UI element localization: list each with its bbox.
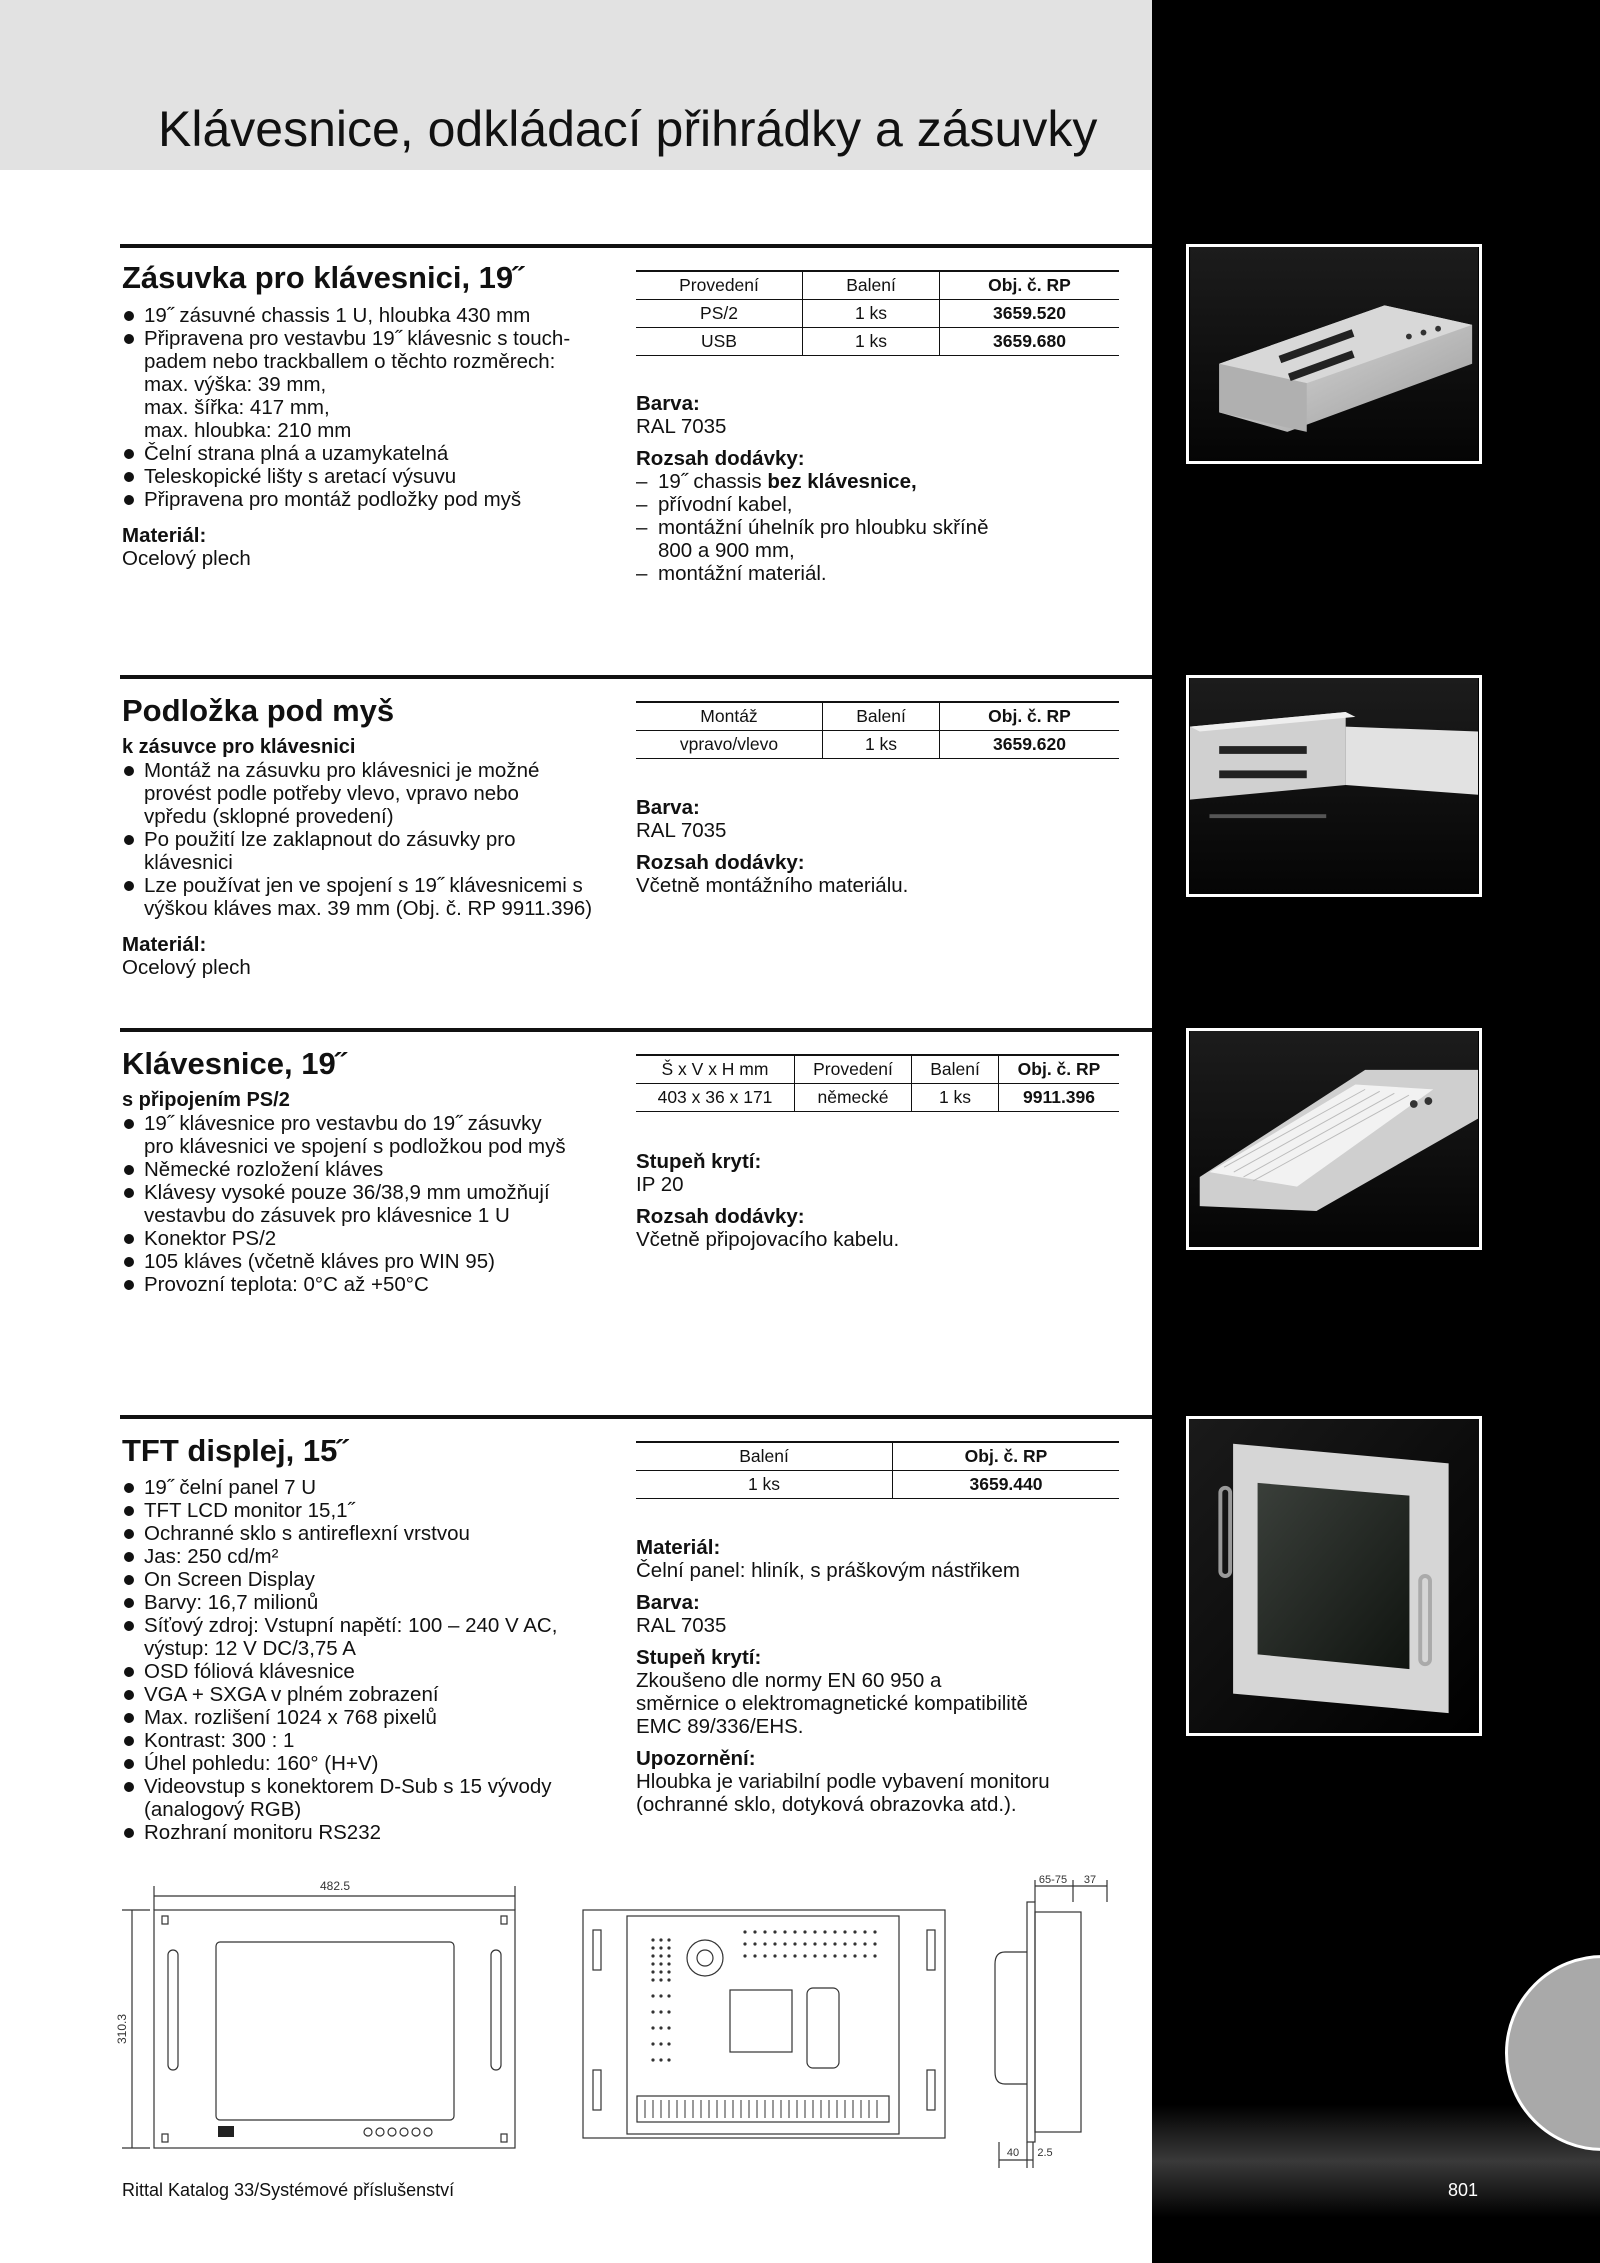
feature-list bbox=[122, 1476, 622, 1844]
feature-item: Montáž na zásuvku pro klávesnici je možné provést podle potřeby vlevo, vpravo nebo vpředu (sklopné provedení) bbox=[122, 759, 622, 828]
spec-table bbox=[636, 1441, 1119, 1499]
feature-item: 105 kláves (včetně kláves pro WIN 95) bbox=[122, 1250, 622, 1273]
color-value: RAL 7035 bbox=[636, 415, 727, 438]
table-header: Š x V x H mm bbox=[636, 1055, 795, 1084]
scope-label: Rozsah dodávky: bbox=[636, 1205, 805, 1228]
feature-item: Po použití lze zaklapnout do zásuvky pro klávesnici bbox=[122, 828, 622, 874]
table-cell: německé bbox=[795, 1084, 912, 1112]
scope-item: – montážní úhelník pro hloubku skříně 800 a 900 mm, bbox=[636, 516, 1126, 562]
feature-item: Připravena pro montáž podložky pod myš bbox=[122, 488, 622, 511]
protection-value: Zkoušeno dle normy EN 60 950 a směrnice o elektromagnetické kompatibilitě EMC 89/336/EHS. bbox=[636, 1669, 1028, 1738]
feature-item: Lze používat jen ve spojení s 19˝ klávesnicemi s výškou kláves max. 39 mm (Obj. č. RP 9911.396) bbox=[122, 874, 622, 920]
page-title: Klávesnice, odkládací přihrádky a zásuvky bbox=[158, 101, 1098, 157]
table-cell: 3659.440 bbox=[893, 1471, 1120, 1499]
table-row bbox=[636, 300, 1119, 328]
front-view-drawing bbox=[110, 1872, 530, 2172]
table-header: Balení bbox=[803, 271, 940, 300]
spec-table bbox=[636, 1054, 1119, 1112]
feature-item: Max. rozlišení 1024 x 768 pixelů bbox=[122, 1706, 622, 1729]
feature-item: On Screen Display bbox=[122, 1568, 622, 1591]
spec-table bbox=[636, 270, 1119, 356]
mouse-pad-photo bbox=[1186, 675, 1482, 897]
rear-view-drawing bbox=[575, 1900, 955, 2150]
feature-item: OSD fóliová klávesnice bbox=[122, 1660, 622, 1683]
section-title: TFT displej, 15˝ bbox=[122, 1433, 348, 1468]
details-column bbox=[636, 1536, 1126, 1816]
table-cell: PS/2 bbox=[636, 300, 803, 328]
keyboard-photo bbox=[1186, 1028, 1482, 1250]
material-label: Materiál: bbox=[122, 933, 207, 956]
feature-column bbox=[122, 1112, 622, 1296]
feature-item: Rozhraní monitoru RS232 bbox=[122, 1821, 622, 1844]
height-dimension-label: 310.3 bbox=[115, 2013, 129, 2045]
feature-item: Videovstup s konektorem D-Sub s 15 vývody (analogový RGB) bbox=[122, 1775, 622, 1821]
feature-list bbox=[122, 1112, 622, 1296]
color-label: Barva: bbox=[636, 392, 700, 415]
table-header: Provedení bbox=[636, 271, 803, 300]
side-top-label: 37 bbox=[1083, 1874, 1097, 1886]
feature-item: 19˝ čelní panel 7 U bbox=[122, 1476, 622, 1499]
feature-item: Konektor PS/2 bbox=[122, 1227, 622, 1250]
side-depth-label: 65-75 bbox=[1038, 1874, 1068, 1886]
table-header: Balení bbox=[912, 1055, 999, 1084]
feature-item: Teleskopické lišty s aretací výsuvu bbox=[122, 465, 622, 488]
feature-column bbox=[122, 1476, 622, 1844]
section-title: Klávesnice, 19˝ bbox=[122, 1046, 347, 1081]
footer-catalog: Rittal Katalog 33/Systémové příslušenství bbox=[122, 2180, 455, 2200]
color-label: Barva: bbox=[636, 796, 700, 819]
section-keyboard bbox=[120, 1028, 1152, 1412]
feature-item: 19˝ klávesnice pro vestavbu do 19˝ zásuvky pro klávesnici ve spojení s podložkou pod myš bbox=[122, 1112, 622, 1158]
feature-item: Klávesy vysoké pouze 36/38,9 mm umožňují vestavbu do zásuvek pro klávesnice 1 U bbox=[122, 1181, 622, 1227]
scope-list bbox=[636, 470, 1126, 585]
feature-list bbox=[122, 759, 622, 920]
page-number: 801 bbox=[1448, 2180, 1479, 2200]
material-value: Čelní panel: hliník, s práškovým nástřikem bbox=[636, 1559, 1020, 1582]
scope-item: – přívodní kabel, bbox=[636, 493, 1126, 516]
table-row bbox=[636, 328, 1119, 356]
table-header: Obj. č. RP bbox=[940, 702, 1120, 731]
note-label: Upozornění: bbox=[636, 1747, 756, 1770]
protection-label: Stupeň krytí: bbox=[636, 1646, 762, 1669]
table-row bbox=[636, 731, 1119, 759]
feature-item: Kontrast: 300 : 1 bbox=[122, 1729, 622, 1752]
scope-bold-text: bez klávesnice, bbox=[767, 470, 917, 493]
table-cell: 1 ks bbox=[823, 731, 940, 759]
material-value: Ocelový plech bbox=[122, 547, 251, 570]
scope-value: Včetně připojovacího kabelu. bbox=[636, 1228, 900, 1251]
table-cell: 9911.396 bbox=[999, 1084, 1120, 1112]
color-label: Barva: bbox=[636, 1591, 700, 1614]
scope-text: 19˝ chassis bbox=[658, 470, 768, 493]
table-header: Obj. č. RP bbox=[999, 1055, 1120, 1084]
section-tft-display bbox=[120, 1415, 1152, 1869]
table-cell: 1 ks bbox=[803, 328, 940, 356]
width-dimension-label: 482.5 bbox=[319, 1879, 351, 1893]
table-cell: 3659.620 bbox=[940, 731, 1120, 759]
side-bottom-a-label: 40 bbox=[1006, 2147, 1020, 2159]
scope-item: – montážní materiál. bbox=[636, 562, 1126, 585]
feature-list bbox=[122, 304, 622, 511]
side-view-drawing bbox=[975, 1872, 1110, 2172]
front-panel-outline bbox=[154, 1910, 515, 2148]
scope-value: Včetně montážního materiálu. bbox=[636, 874, 909, 897]
side-bottom-b-label: 2.5 bbox=[1037, 2147, 1053, 2159]
table-row bbox=[636, 1471, 1119, 1499]
side-panel-outline bbox=[1027, 1902, 1035, 2142]
section-title: Podložka pod myš bbox=[122, 693, 395, 728]
material-label: Materiál: bbox=[636, 1536, 721, 1559]
table-header: Balení bbox=[636, 1442, 893, 1471]
material-value: Ocelový plech bbox=[122, 956, 251, 979]
protection-value: IP 20 bbox=[636, 1173, 684, 1196]
details-column bbox=[636, 796, 1126, 897]
feature-item: Síťový zdroj: Vstupní napětí: 100 – 240 V AC, výstup: 12 V DC/3,75 A bbox=[122, 1614, 622, 1660]
spec-table bbox=[636, 701, 1119, 759]
feature-item: Připravena pro vestavbu 19˝ klávesnic s touch- padem nebo trackballem o těchto rozměrech: max. výška: 39 mm, max. šířka: 417 mm, max. hloubka: 210 mm bbox=[122, 327, 622, 442]
table-cell: 3659.520 bbox=[940, 300, 1120, 328]
protection-label: Stupeň krytí: bbox=[636, 1150, 762, 1173]
table-header: Obj. č. RP bbox=[893, 1442, 1120, 1471]
feature-item: Ochranné sklo s antireflexní vrstvou bbox=[122, 1522, 622, 1545]
color-value: RAL 7035 bbox=[636, 819, 727, 842]
feature-item: 19˝ zásuvné chassis 1 U, hloubka 430 mm bbox=[122, 304, 622, 327]
tft-display-photo bbox=[1186, 1416, 1482, 1736]
material-label: Materiál: bbox=[122, 524, 207, 547]
feature-item: Barvy: 16,7 milionů bbox=[122, 1591, 622, 1614]
feature-item: VGA + SXGA v plném zobrazení bbox=[122, 1683, 622, 1706]
table-cell: 3659.680 bbox=[940, 328, 1120, 356]
feature-item: Úhel pohledu: 160° (H+V) bbox=[122, 1752, 622, 1775]
note-value: Hloubka je variabilní podle vybavení monitoru (ochranné sklo, dotyková obrazovka atd.). bbox=[636, 1770, 1050, 1816]
table-cell: 1 ks bbox=[912, 1084, 999, 1112]
scope-label: Rozsah dodávky: bbox=[636, 851, 805, 874]
table-header: Provedení bbox=[795, 1055, 912, 1084]
feature-item: Německé rozložení kláves bbox=[122, 1158, 622, 1181]
feature-column bbox=[122, 759, 622, 979]
table-cell: USB bbox=[636, 328, 803, 356]
table-cell: 1 ks bbox=[636, 1471, 893, 1499]
scope-item bbox=[636, 470, 1126, 493]
table-row bbox=[636, 1084, 1119, 1112]
table-header: Obj. č. RP bbox=[940, 271, 1120, 300]
feature-column bbox=[122, 304, 622, 570]
color-value: RAL 7035 bbox=[636, 1614, 727, 1637]
table-header: Balení bbox=[823, 702, 940, 731]
feature-item: Čelní strana plná a uzamykatelná bbox=[122, 442, 622, 465]
table-cell: 403 x 36 x 171 bbox=[636, 1084, 795, 1112]
section-subtitle: k zásuvce pro klávesnici bbox=[122, 736, 356, 758]
keyboard-drawer-photo bbox=[1186, 244, 1482, 464]
section-mouse-pad bbox=[120, 675, 1152, 1009]
table-cell: vpravo/vlevo bbox=[636, 731, 823, 759]
scope-label: Rozsah dodávky: bbox=[636, 447, 805, 470]
table-cell: 1 ks bbox=[803, 300, 940, 328]
details-column bbox=[636, 392, 1126, 585]
table-header: Montáž bbox=[636, 702, 823, 731]
feature-item: Provozní teplota: 0°C až +50°C bbox=[122, 1273, 622, 1296]
feature-item: Jas: 250 cd/m² bbox=[122, 1545, 622, 1568]
section-subtitle: s připojením PS/2 bbox=[122, 1089, 290, 1111]
details-column bbox=[636, 1150, 1126, 1251]
feature-item: TFT LCD monitor 15,1˝ bbox=[122, 1499, 622, 1522]
section-keyboard-drawer bbox=[120, 244, 1152, 648]
section-title: Zásuvka pro klávesnici, 19˝ bbox=[122, 260, 524, 295]
